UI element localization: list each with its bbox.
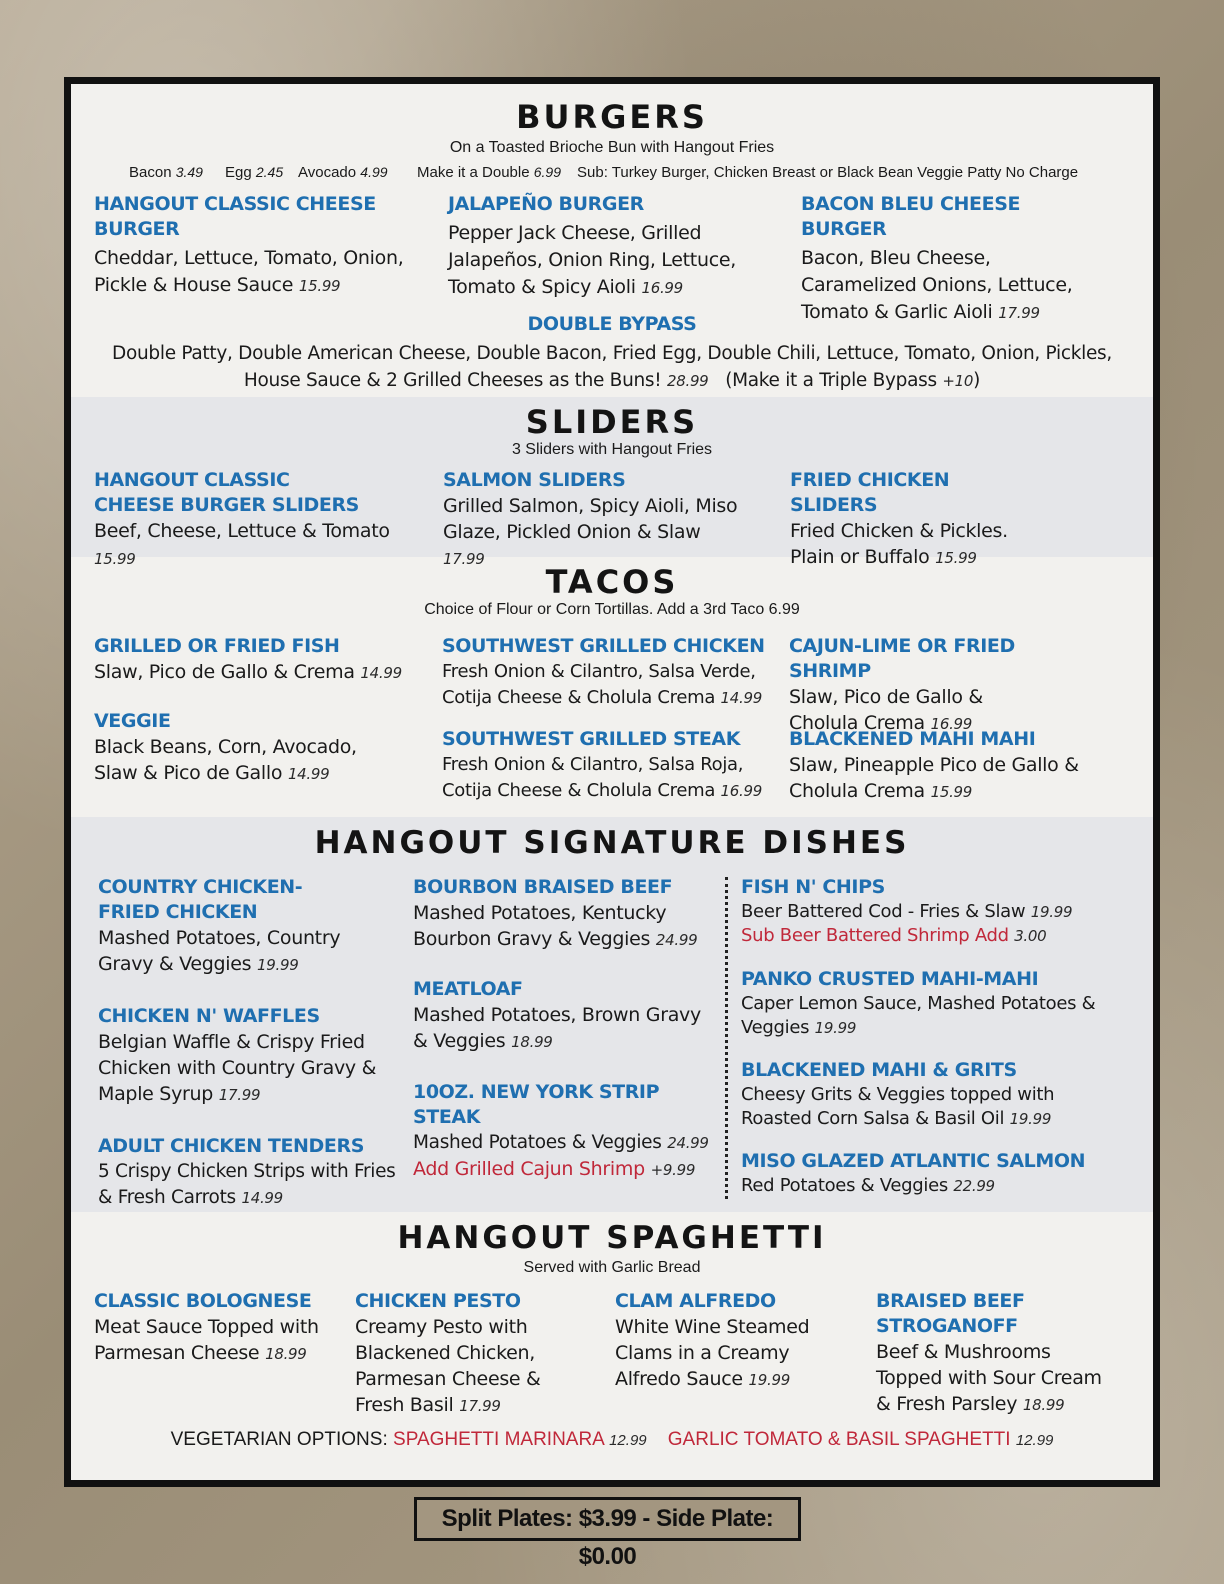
spaghetti-title: HANGOUT SPAGHETTI [397,1220,827,1256]
item-desc: Fresh Onion & Cilantro, Salsa Roja, Cotija Cheese & Cholula Crema 16.99 [442,754,762,801]
menu-item [98,875,398,978]
menu-item [741,1149,1141,1198]
item-desc: White Wine Steamed Clams in a Creamy Alfredo Sauce 19.99 [615,1316,810,1390]
double-bypass [71,312,1153,395]
menu-item [413,875,703,953]
item-desc: Cheddar, Lettuce, Tomato, Onion, Pickle & House Sauce 15.99 [94,247,404,296]
menu-item [801,192,1111,327]
addon-double: Make it a Double 6.99 [417,164,561,181]
spaghetti-subtitle: Served with Garlic Bread [523,1259,701,1276]
burgers-title: BURGERS [516,98,708,136]
item-desc: Red Potatoes & Veggies 22.99 [741,1175,995,1196]
menu-item [876,1289,1106,1418]
sliders-subtitle: 3 Sliders with Hangout Fries [511,441,713,458]
item-desc: Mashed Potatoes & Veggies 24.99 [413,1132,709,1153]
item-desc: Mashed Potatoes, Brown Gravy & Veggies 18.99 [413,1004,701,1052]
burgers-subtitle: On a Toasted Brioche Bun with Hangout Fries [449,139,775,156]
item-name: PANKO CRUSTED MAHI-MAHI [741,968,1039,990]
item-desc: Cheesy Grits & Veggies topped with Roasted Corn Salsa & Basil Oil 19.99 [741,1084,1055,1129]
addon-sub-note: Sub: Turkey Burger, Chicken Breast or Black Bean Veggie Patty No Charge [577,164,1079,181]
menu-item [741,1058,1111,1131]
item-desc: Meat Sauce Topped with Parmesan Cheese 18.99 [94,1316,319,1364]
menu-item [94,192,434,300]
item-name: FRIED CHICKEN SLIDERS [790,469,950,516]
item-name: COUNTRY CHICKEN-FRIED CHICKEN [98,876,303,923]
spaghetti-section [71,1212,1153,1480]
item-name: GRILLED OR FRIED FISH [94,635,340,657]
item-name: MISO GLAZED ATLANTIC SALMON [741,1150,1086,1172]
item-desc: Creamy Pesto with Blackened Chicken, Parmesan Cheese & Fresh Basil 17.99 [355,1316,541,1416]
item-desc: Beef, Cheese, Lettuce & Tomato 15.99 [94,520,390,568]
item-desc: Black Beans, Corn, Avocado, Slaw & Pico de Gallo 14.99 [94,736,357,784]
item-name: BOURBON BRAISED BEEF [413,876,673,898]
item-name: ADULT CHICKEN TENDERS [98,1135,365,1157]
item-name: BLACKENED MAHI MAHI [789,728,1036,750]
item-desc: 5 Crispy Chicken Strips with Fries & Fresh Carrots 14.99 [98,1161,396,1208]
item-desc: Mashed Potatoes, Kentucky Bourbon Gravy & Veggies 24.99 [413,902,698,950]
item-desc: Beer Battered Cod - Fries & Slaw 19.99 [741,901,1073,922]
addon-egg: Egg 2.45 [225,164,284,181]
veg-item: SPAGHETTI MARINARA [393,1429,604,1450]
item-desc: Slaw, Pico de Gallo & Cholula Crema 16.99 [789,686,983,734]
item-desc: Caper Lemon Sauce, Mashed Potatoes & Veggies 19.99 [741,993,1096,1038]
item-name: HANGOUT CLASSIC CHEESE BURGER [94,193,376,240]
item-desc: Pepper Jack Cheese, Grilled Jalapeños, Onion Ring, Lettuce, Tomato & Spicy Aioli 16.99 [448,222,736,298]
menu-item [98,1134,398,1211]
menu-item [413,977,703,1055]
item-name: DOUBLE BYPASS [527,313,697,335]
menu-item [442,727,782,804]
menu-item [98,1004,388,1108]
split-plates-note: Split Plates: $3.99 - Side Plate: $0.00 [414,1497,801,1541]
menu-item [448,192,748,302]
item-desc: Slaw, Pineapple Pico de Gallo & Cholula Crema 15.99 [789,754,1079,802]
item-name: CHICKEN N' WAFFLES [98,1005,320,1027]
item-desc: Slaw, Pico de Gallo & Crema 14.99 [94,661,402,683]
item-desc: Bacon, Bleu Cheese, Caramelized Onions, Lettuce, Tomato & Garlic Aioli 17.99 [801,247,1073,323]
item-name: MEATLOAF [413,978,523,1000]
menu-item [615,1289,815,1393]
item-name: VEGGIE [94,710,171,732]
menu-item [790,468,1030,571]
item-addon: Add Grilled Cajun Shrimp +9.99 [413,1158,696,1180]
veg-price: 12.99 [609,1432,647,1449]
item-addon: Sub Beer Battered Shrimp Add 3.00 [741,925,1047,946]
item-name: SOUTHWEST GRILLED STEAK [442,728,741,750]
item-desc: Grilled Salmon, Spicy Aioli, Miso Glaze, Pickled Onion & Slaw 17.99 [443,495,738,568]
menu-item [94,709,374,787]
item-name: BLACKENED MAHI & GRITS [741,1059,1017,1081]
item-desc: Beef & Mushrooms Topped with Sour Cream & Fresh Parsley 18.99 [876,1341,1102,1415]
sliders-section [71,397,1153,568]
tacos-subtitle: Choice of Flour or Corn Tortillas. Add a 3rd Taco 6.99 [424,601,800,618]
veg-label: VEGETARIAN OPTIONS: [170,1429,388,1450]
item-name: JALAPEÑO BURGER [448,193,644,215]
vegetarian-options [71,1429,1153,1451]
menu-item [741,967,1111,1040]
item-name: BRAISED BEEF STROGANOFF [876,1290,1025,1337]
item-name: SOUTHWEST GRILLED CHICKEN [442,635,765,657]
item-name: SALMON SLIDERS [443,469,626,491]
signature-section [71,817,1153,1212]
item-name: FISH N' CHIPS [741,876,885,898]
item-name: HANGOUT CLASSIC [94,469,290,491]
item-name: CLAM ALFREDO [615,1290,776,1312]
veg-price: 12.99 [1015,1432,1054,1449]
item-name: 10OZ. NEW YORK STRIP STEAK [413,1081,660,1128]
menu-item [789,634,1089,737]
menu-item [442,634,782,711]
burgers-section [71,84,1153,397]
addon-bacon: Bacon 3.49 [129,164,203,181]
item-name: CHEESE BURGER SLIDERS [94,494,359,516]
item-desc: Belgian Waffle & Crispy Fried Chicken with Country Gravy & Maple Syrup 17.99 [98,1031,377,1105]
sliders-title: SLIDERS [525,403,699,441]
item-name: CLASSIC BOLOGNESE [94,1290,312,1312]
menu-item [741,875,1131,948]
veg-item: GARLIC TOMATO & BASIL SPAGHETTI [667,1429,1011,1450]
menu-item [355,1289,555,1419]
item-name: CHICKEN PESTO [355,1290,521,1312]
item-desc-line2: House Sauce & 2 Grilled Cheeses as the Buns! 28.99 (Make it a Triple Bypass +10) [243,370,981,391]
item-name: BACON BLEU CHEESE BURGER [801,193,1021,240]
tacos-section [71,557,1153,817]
menu-item [94,634,414,686]
item-desc: Fried Chicken & Pickles. Plain or Buffalo 15.99 [790,520,1008,568]
item-name: CAJUN-LIME OR FRIED SHRIMP [789,635,1015,682]
menu-frame [64,77,1160,1487]
menu-item [94,1289,329,1367]
tacos-title: TACOS [545,563,679,601]
menu-item [789,727,1089,805]
column-divider [725,877,728,1199]
item-desc-line1: Double Patty, Double American Cheese, Double Bacon, Fried Egg, Double Chili, Lettuce, Tomato, Onion, Pickles, [112,343,1112,364]
addon-avocado: Avocado 4.99 [298,164,388,181]
menu-item [413,1080,713,1183]
item-desc: Fresh Onion & Cilantro, Salsa Verde, Cotija Cheese & Cholula Crema 14.99 [442,661,762,708]
item-desc: Mashed Potatoes, Country Gravy & Veggies 19.99 [98,927,341,975]
signature-title: HANGOUT SIGNATURE DISHES [314,825,910,861]
